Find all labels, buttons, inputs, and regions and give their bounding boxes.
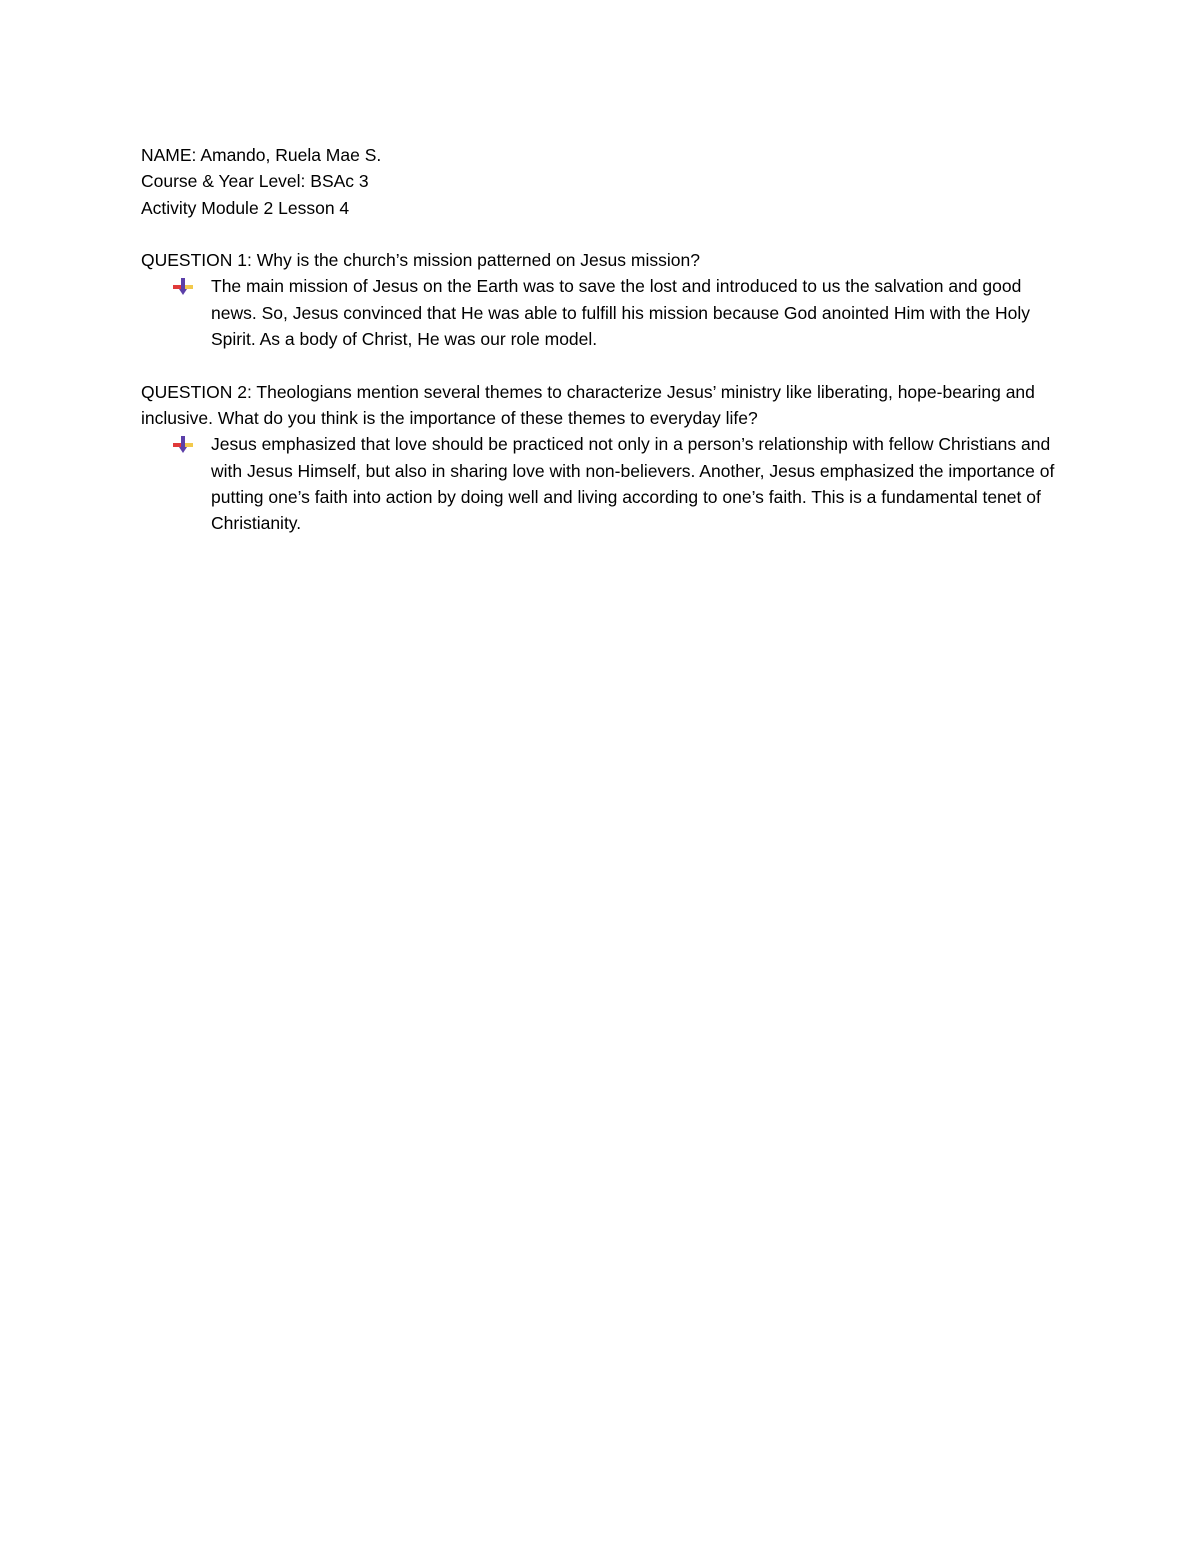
answer-2-text: Jesus emphasized that love should be practiced not only in a person’s relationship with fellow Christians and with Jesus Himself, but also in sharing love with non-believers. Another, Jesus emphasized the importance of putting one’s faith into action by doing well and living according to one’s faith. This is a fundamental tenet of Christianity. <box>211 434 1055 534</box>
answer-1-text: The main mission of Jesus on the Earth was to save the lost and introduced to us the salvation and good news. So, Jesus convinced that He was able to fulfill his mission because God anointed Him with the Holy Spirit. As a body of Christ, He was our role model. <box>211 276 1031 350</box>
cross-arrow-bullet-icon <box>173 278 193 296</box>
activity-line: Activity Module 2 Lesson 4 <box>141 197 350 218</box>
document-content <box>141 142 1061 536</box>
course-line: Course & Year Level: BSAc 3 <box>141 171 369 192</box>
spacer <box>141 352 1061 378</box>
question-1: QUESTION 1: Why is the church’s mission patterned on Jesus mission? <box>141 250 700 271</box>
question-2: QUESTION 2: Theologians mention several themes to characterize Jesus’ ministry like liberating, hope-bearing and inclusive. What do you think is the importance of these themes to everyday life? <box>141 381 1035 428</box>
cross-arrow-bullet-icon <box>173 436 193 454</box>
answer-2 <box>141 431 1061 536</box>
name-line: NAME: Amando, Ruela Mae S. <box>141 145 382 165</box>
spacer <box>141 221 1061 247</box>
answer-1 <box>141 273 1061 352</box>
